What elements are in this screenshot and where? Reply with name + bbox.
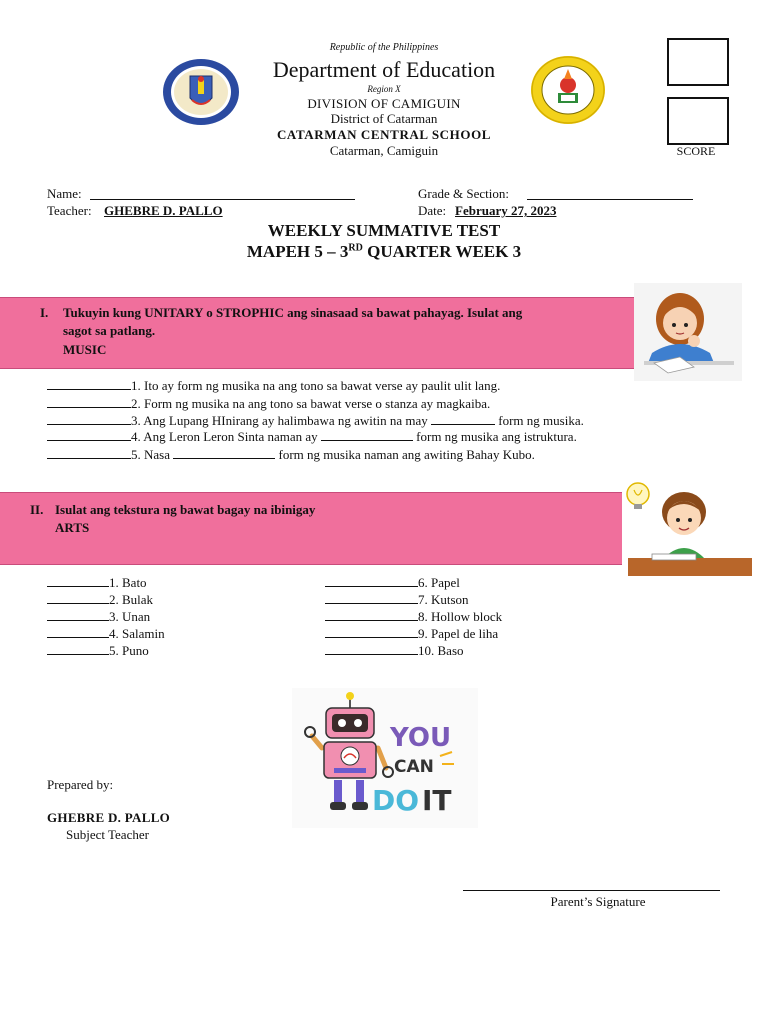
- list-item: [47, 447, 535, 463]
- list-item: [47, 592, 153, 608]
- answer-blank[interactable]: [47, 430, 131, 441]
- item-number: 10.: [418, 643, 435, 658]
- list-item: [47, 429, 577, 445]
- item-number: 6.: [418, 575, 428, 590]
- item-text: Kutson: [427, 592, 469, 607]
- republic-text: Republic of the Philippines: [329, 42, 439, 53]
- item-text: Nasa: [140, 447, 174, 462]
- item-number: 2.: [109, 592, 119, 607]
- answer-blank[interactable]: [325, 593, 418, 604]
- item-text: form ng musika ang istruktura.: [412, 429, 577, 444]
- answer-blank[interactable]: [47, 644, 109, 655]
- parent-signature-label: Parent’s Signature: [550, 894, 646, 909]
- sticker-word4: IT: [422, 784, 452, 817]
- region-text: Region X: [367, 84, 401, 94]
- section2-subject: ARTS: [55, 520, 90, 535]
- item-number: 8.: [418, 609, 428, 624]
- item-number: 3.: [109, 609, 119, 624]
- parent-signature-line[interactable]: [463, 890, 720, 891]
- item-number: 1.: [109, 575, 119, 590]
- list-item: [325, 626, 498, 642]
- item-text: Puno: [118, 643, 149, 658]
- answer-blank[interactable]: [47, 610, 109, 621]
- item-text: form ng musika naman ang awiting Bahay Kubo.: [275, 447, 535, 462]
- name-field[interactable]: [90, 199, 355, 200]
- item-number: 9.: [418, 626, 428, 641]
- inline-blank[interactable]: [321, 430, 413, 441]
- section1-instruction-a: Tukuyin kung UNITARY o STROPHIC ang sinasaad sa bawat pahayag. Isulat ang: [63, 305, 523, 320]
- item-text: Salamin: [118, 626, 165, 641]
- date-label: Date:: [418, 203, 447, 218]
- item-number: 4.: [109, 626, 119, 641]
- inline-blank[interactable]: [173, 448, 275, 459]
- district-text: District of Catarman: [330, 111, 438, 126]
- item-number: 1.: [131, 378, 141, 393]
- subtitle-sup: RD: [348, 242, 363, 254]
- list-item: [47, 609, 150, 625]
- item-text: Hollow block: [427, 609, 503, 624]
- list-item: [47, 413, 584, 429]
- section1-instruction-b: sagot sa patlang.: [63, 323, 156, 338]
- item-number: 5.: [131, 447, 141, 462]
- list-item: [325, 592, 469, 608]
- answer-blank[interactable]: [47, 576, 109, 587]
- answer-blank[interactable]: [47, 593, 109, 604]
- you-can-do-it-sticker: [292, 688, 478, 828]
- section1-subject: MUSIC: [63, 342, 107, 357]
- list-item: [47, 626, 165, 642]
- test-title: WEEKLY SUMMATIVE TEST: [267, 221, 501, 240]
- preparer-name: GHEBRE D. PALLO: [47, 810, 171, 825]
- item-number: 5.: [109, 643, 119, 658]
- girl-thinking-illustration: [634, 283, 742, 381]
- item-text: Bato: [118, 575, 147, 590]
- answer-blank[interactable]: [325, 610, 418, 621]
- list-item: [325, 609, 502, 625]
- section2-instruction: Isulat ang tekstura ng bawat bagay na ibinigay: [55, 502, 316, 517]
- item-text: Ang Lupang HInirang ay halimbawa ng awitin na may: [140, 413, 432, 428]
- test-subtitle: [0, 242, 768, 262]
- score-box-bottom[interactable]: [667, 97, 729, 145]
- list-item: [47, 378, 500, 394]
- name-label: Name:: [47, 186, 82, 201]
- score-label: SCORE: [676, 144, 716, 158]
- answer-blank[interactable]: [325, 627, 418, 638]
- item-text: Bulak: [118, 592, 154, 607]
- prepared-by-label: Prepared by:: [47, 777, 114, 792]
- sticker-word2: CAN: [394, 757, 434, 777]
- section2-numeral: II.: [30, 502, 44, 517]
- item-text: Form ng musika na ang tono sa bawat verse o stanza ay magkaiba.: [140, 396, 491, 411]
- answer-blank[interactable]: [47, 627, 109, 638]
- item-text: Ito ay form ng musika na ang tono sa bawat verse ay paulit ulit lang.: [140, 378, 501, 393]
- item-text: Baso: [434, 643, 464, 658]
- teacher-label: Teacher:: [47, 203, 92, 218]
- sticker-word3: DO: [372, 784, 420, 817]
- answer-blank[interactable]: [47, 397, 131, 408]
- list-item: [47, 643, 149, 659]
- school-location: Catarman, Camiguin: [329, 143, 439, 158]
- section1-numeral: I.: [40, 305, 49, 320]
- grade-section-field[interactable]: [527, 199, 693, 200]
- item-number: 2.: [131, 396, 141, 411]
- school-seal-logo: [530, 55, 606, 125]
- item-text: Ang Leron Leron Sinta naman ay: [140, 429, 321, 444]
- item-text: Papel de liha: [427, 626, 499, 641]
- list-item: [325, 575, 460, 591]
- subtitle-rest: QUARTER WEEK 3: [362, 242, 522, 261]
- boy-idea-illustration: [622, 478, 754, 582]
- division-text: DIVISION OF CAMIGUIN: [307, 96, 461, 111]
- preparer-role: Subject Teacher: [66, 827, 149, 842]
- item-number: 7.: [418, 592, 428, 607]
- item-number: 4.: [131, 429, 141, 444]
- answer-blank[interactable]: [47, 379, 131, 390]
- item-text: form ng musika.: [495, 413, 584, 428]
- robot-icon: [292, 688, 478, 828]
- answer-blank[interactable]: [325, 644, 418, 655]
- answer-blank[interactable]: [47, 448, 131, 459]
- item-number: 3.: [131, 413, 141, 428]
- answer-blank[interactable]: [325, 576, 418, 587]
- subtitle-main: MAPEH 5 – 3: [246, 242, 349, 261]
- list-item: [325, 643, 464, 659]
- school-name: CATARMAN CENTRAL SCHOOL: [276, 127, 492, 142]
- sticker-word1: YOU: [390, 723, 452, 753]
- item-text: Unan: [118, 609, 151, 624]
- department-title: Department of Education: [272, 57, 496, 82]
- score-box-top[interactable]: [667, 38, 729, 86]
- teacher-value: GHEBRE D. PALLO: [104, 203, 223, 218]
- grade-section-label: Grade & Section:: [418, 186, 509, 201]
- list-item: [47, 396, 490, 412]
- inline-blank[interactable]: [431, 414, 495, 425]
- item-text: Papel: [427, 575, 460, 590]
- date-value: February 27, 2023: [455, 203, 557, 218]
- answer-blank[interactable]: [47, 414, 131, 425]
- list-item: [47, 575, 147, 591]
